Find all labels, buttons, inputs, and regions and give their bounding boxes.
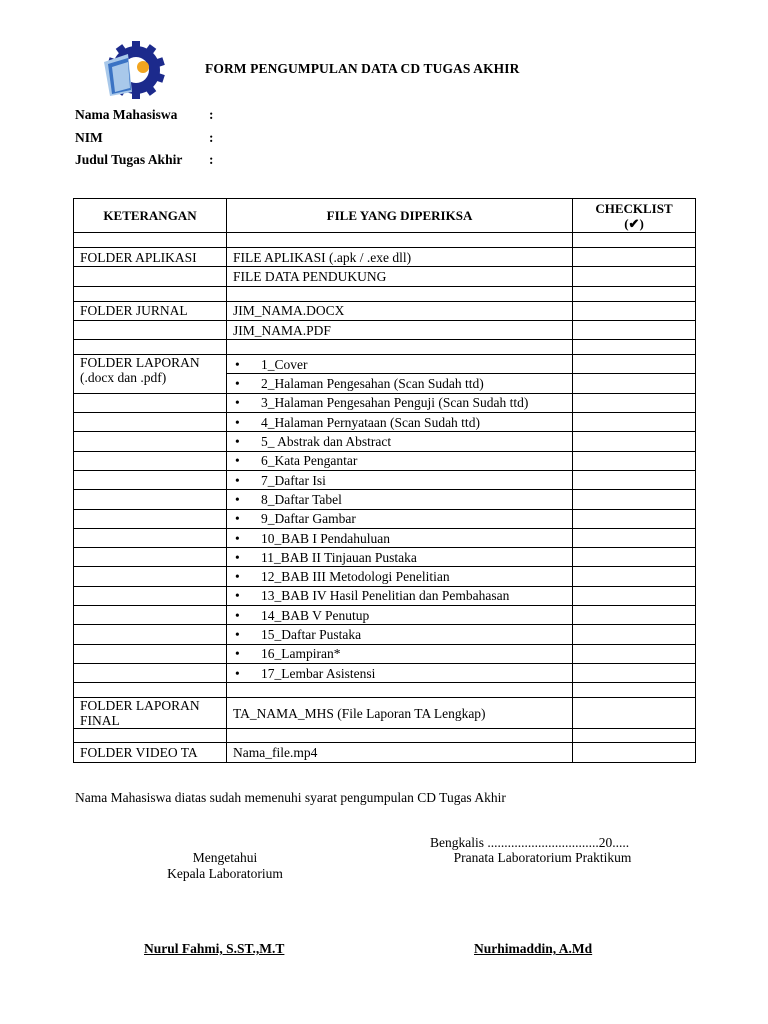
table-row bbox=[74, 663, 696, 682]
checkbox-cell[interactable] bbox=[573, 393, 696, 412]
checkbox-cell[interactable] bbox=[573, 586, 696, 605]
checkbox-cell[interactable] bbox=[573, 432, 696, 451]
checkbox-cell[interactable] bbox=[573, 743, 696, 762]
file-name: 3_Halaman Pengesahan Penguji (Scan Sudah ttd) bbox=[261, 395, 529, 411]
table-row bbox=[74, 606, 696, 625]
table-row bbox=[74, 567, 696, 586]
place-date: Bengkalis .................................20..... bbox=[430, 835, 630, 850]
file-name: 4_Halaman Pernyataan (Scan Sudah ttd) bbox=[261, 414, 480, 430]
checkbox-cell[interactable] bbox=[573, 413, 696, 432]
bullet-icon: • bbox=[235, 434, 240, 450]
file-name: 2_Halaman Pengesahan (Scan Sudah ttd) bbox=[261, 376, 484, 392]
file-cell bbox=[227, 586, 573, 605]
gear-tooth bbox=[132, 41, 140, 49]
bullet-icon: • bbox=[235, 626, 240, 642]
left-signature-line2: Kepala Laboratorium bbox=[167, 866, 283, 881]
table-header-row bbox=[74, 199, 696, 233]
file-name: 11_BAB II Tinjauan Pustaka bbox=[261, 549, 417, 565]
file-name: 8_Daftar Tabel bbox=[261, 491, 342, 507]
file-cell bbox=[227, 528, 573, 547]
file-cell bbox=[227, 625, 573, 644]
checkbox-cell[interactable] bbox=[573, 301, 696, 320]
bullet-icon: • bbox=[235, 665, 240, 681]
table-row bbox=[74, 267, 696, 286]
checkbox-cell[interactable] bbox=[573, 490, 696, 509]
checkbox-cell[interactable] bbox=[573, 548, 696, 567]
table-row bbox=[74, 470, 696, 489]
file-cell bbox=[227, 567, 573, 586]
table-row bbox=[74, 743, 696, 762]
file-name: 10_BAB I Pendahuluan bbox=[261, 530, 390, 546]
statement-text: Nama Mahasiswa diatas sudah memenuhi syarat pengumpulan CD Tugas Akhir bbox=[75, 790, 506, 805]
folder-laporan-label: FOLDER LAPORAN (.docx dan .pdf) bbox=[74, 355, 227, 394]
thesis-title-colon: : bbox=[209, 152, 214, 167]
header-checklist bbox=[573, 199, 696, 233]
student-name-label: Nama Mahasiswa bbox=[75, 107, 178, 122]
left-signature-line1: Mengetahui bbox=[192, 850, 258, 865]
checkbox-cell[interactable] bbox=[573, 644, 696, 663]
file-name: 17_Lembar Asistensi bbox=[261, 665, 376, 681]
spacer-row bbox=[74, 286, 696, 301]
table-row bbox=[74, 644, 696, 663]
table-row bbox=[74, 586, 696, 605]
form-title: FORM PENGUMPULAN DATA CD TUGAS AKHIR bbox=[205, 61, 520, 76]
checkbox-cell[interactable] bbox=[573, 267, 696, 286]
table-row bbox=[74, 432, 696, 451]
file-name: 5_ Abstrak dan Abstract bbox=[261, 434, 392, 450]
checkbox-cell[interactable] bbox=[573, 509, 696, 528]
nim-field[interactable] bbox=[75, 130, 214, 146]
sun-shape bbox=[137, 61, 149, 73]
header-checklist-label: CHECKLIST bbox=[595, 200, 673, 216]
bullet-icon: • bbox=[235, 511, 240, 527]
table-row bbox=[74, 625, 696, 644]
thesis-title-field[interactable] bbox=[75, 152, 214, 168]
bullet-icon: • bbox=[235, 453, 240, 469]
bullet-icon: • bbox=[235, 549, 240, 565]
file-name: 13_BAB IV Hasil Penelitian dan Pembahasan bbox=[261, 588, 510, 604]
file-cell bbox=[227, 374, 573, 393]
bullet-icon: • bbox=[235, 491, 240, 507]
checkbox-cell[interactable] bbox=[573, 606, 696, 625]
bullet-icon: • bbox=[235, 646, 240, 662]
file-name: 7_Daftar Isi bbox=[261, 472, 326, 488]
file-cell: FILE DATA PENDUKUNG bbox=[227, 267, 573, 286]
bullet-icon: • bbox=[235, 395, 240, 411]
check-icon: (✔) bbox=[624, 215, 644, 231]
checkbox-cell[interactable] bbox=[573, 355, 696, 374]
header-keterangan: KETERANGAN bbox=[74, 199, 227, 233]
checkbox-cell[interactable] bbox=[573, 528, 696, 547]
bullet-icon: • bbox=[235, 356, 240, 372]
bullet-icon: • bbox=[235, 530, 240, 546]
folder-aplikasi-label: FOLDER APLIKASI bbox=[74, 248, 227, 267]
file-cell bbox=[227, 470, 573, 489]
file-cell bbox=[227, 644, 573, 663]
file-cell bbox=[227, 393, 573, 412]
left-signature-name: Nurul Fahmi, S.ST.,M.T bbox=[144, 941, 285, 956]
table-row bbox=[74, 698, 696, 729]
table-row bbox=[74, 248, 696, 267]
table-row bbox=[74, 413, 696, 432]
right-signature-name: Nurhimaddin, A.Md bbox=[474, 941, 593, 956]
file-cell: FILE APLIKASI (.apk / .exe dll) bbox=[227, 248, 573, 267]
file-cell: JIM_NAMA.PDF bbox=[227, 320, 573, 339]
bullet-icon: • bbox=[235, 472, 240, 488]
file-cell: JIM_NAMA.DOCX bbox=[227, 301, 573, 320]
checkbox-cell[interactable] bbox=[573, 698, 696, 729]
file-cell bbox=[227, 451, 573, 470]
student-name-field[interactable] bbox=[75, 107, 214, 123]
file-cell bbox=[227, 432, 573, 451]
spacer-row bbox=[74, 683, 696, 698]
table-row bbox=[74, 509, 696, 528]
nim-colon: : bbox=[209, 130, 214, 145]
student-name-colon: : bbox=[209, 107, 214, 122]
file-cell bbox=[227, 606, 573, 625]
nim-label: NIM bbox=[75, 130, 103, 145]
folder-video-label: FOLDER VIDEO TA bbox=[74, 743, 227, 762]
checkbox-cell[interactable] bbox=[573, 451, 696, 470]
file-name: 9_Daftar Gambar bbox=[261, 511, 356, 527]
folder-jurnal-label: FOLDER JURNAL bbox=[74, 301, 227, 320]
bullet-icon: • bbox=[235, 569, 240, 585]
table-row bbox=[74, 355, 696, 374]
file-cell bbox=[227, 509, 573, 528]
checklist-table bbox=[73, 198, 696, 763]
file-name: 6_Kata Pengantar bbox=[261, 453, 358, 469]
file-name: 14_BAB V Penutup bbox=[261, 607, 370, 623]
file-cell bbox=[227, 355, 573, 374]
checkbox-cell[interactable] bbox=[573, 374, 696, 393]
right-signature-line1: Pranata Laboratorium Praktikum bbox=[453, 850, 632, 865]
table-row bbox=[74, 490, 696, 509]
right-signature-block bbox=[430, 850, 655, 866]
book-shape bbox=[104, 54, 132, 96]
table-row bbox=[74, 393, 696, 412]
table-row bbox=[74, 301, 696, 320]
institution-logo bbox=[98, 40, 170, 100]
table-row bbox=[74, 548, 696, 567]
folder-laporan-final-label: FOLDER LAPORAN FINAL bbox=[74, 698, 227, 729]
table-row bbox=[74, 451, 696, 470]
file-cell: TA_NAMA_MHS (File Laporan TA Lengkap) bbox=[227, 698, 573, 729]
header-file: FILE YANG DIPERIKSA bbox=[227, 199, 573, 233]
file-cell: Nama_file.mp4 bbox=[227, 743, 573, 762]
file-cell bbox=[227, 490, 573, 509]
bullet-icon: • bbox=[235, 376, 240, 392]
file-name: 15_Daftar Pustaka bbox=[261, 626, 362, 642]
bullet-icon: • bbox=[235, 588, 240, 604]
thesis-title-label: Judul Tugas Akhir bbox=[75, 152, 183, 167]
checkbox-cell[interactable] bbox=[573, 663, 696, 682]
file-cell bbox=[227, 413, 573, 432]
spacer-row bbox=[74, 233, 696, 248]
file-name: 12_BAB III Metodologi Penelitian bbox=[261, 569, 450, 585]
file-cell bbox=[227, 548, 573, 567]
checkbox-cell[interactable] bbox=[573, 470, 696, 489]
bullet-icon: • bbox=[235, 414, 240, 430]
checkbox-cell[interactable] bbox=[573, 248, 696, 267]
file-cell bbox=[227, 663, 573, 682]
spacer-row bbox=[74, 340, 696, 355]
checkbox-cell[interactable] bbox=[573, 625, 696, 644]
left-signature-block bbox=[140, 850, 310, 882]
file-name: 16_Lampiran* bbox=[261, 646, 341, 662]
file-name: 1_Cover bbox=[261, 356, 308, 372]
spacer-row bbox=[74, 729, 696, 743]
table-row bbox=[74, 528, 696, 547]
checkbox-cell[interactable] bbox=[573, 567, 696, 586]
checkbox-cell[interactable] bbox=[573, 320, 696, 339]
bullet-icon: • bbox=[235, 607, 240, 623]
gear-tooth bbox=[132, 91, 140, 99]
table-row bbox=[74, 320, 696, 339]
